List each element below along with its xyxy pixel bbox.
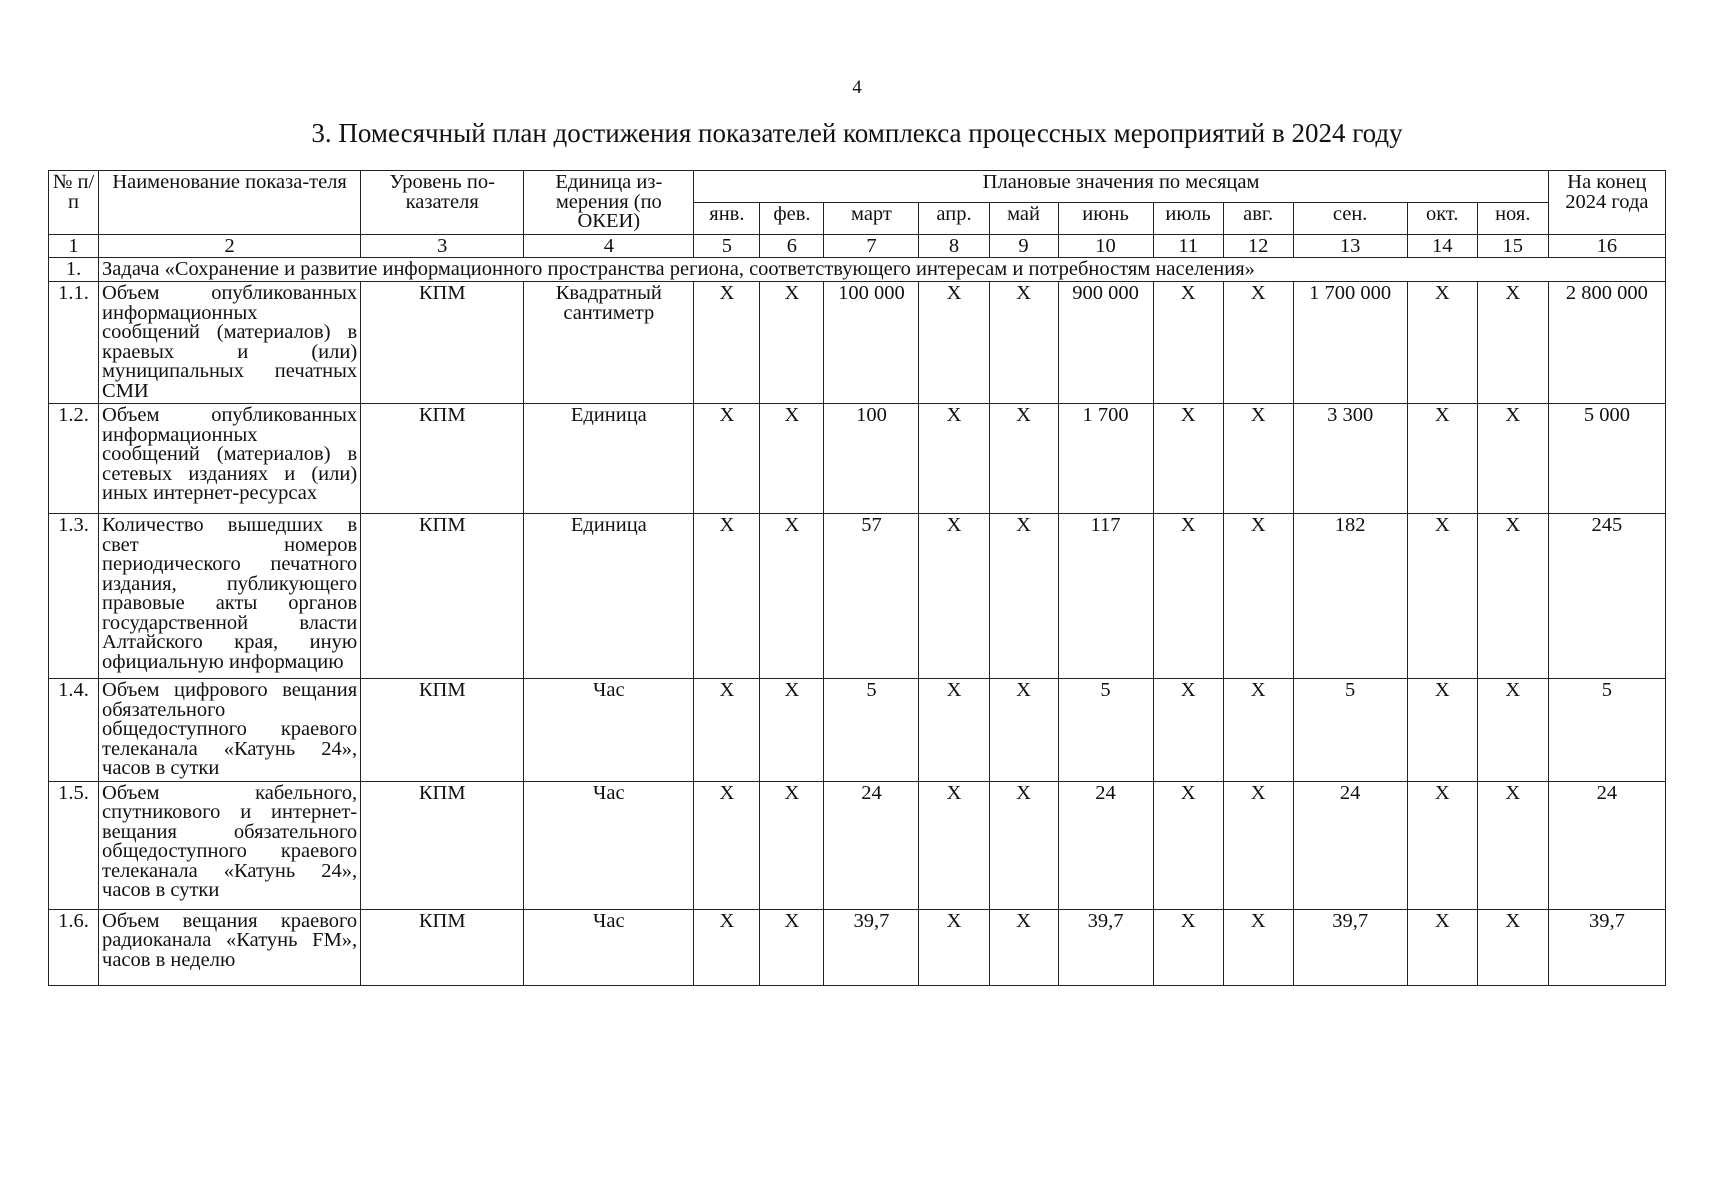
indicator-name: Объем вещания краевого радиоканала «Катунь FM», часов в неделю — [99, 909, 361, 985]
header-month: июнь — [1058, 202, 1153, 234]
header-plan: Плановые значения по месяцам — [694, 171, 1548, 203]
end-of-year-value: 5 — [1548, 679, 1665, 782]
month-value: 57 — [824, 514, 919, 679]
header-name: Наименование показа-теля — [99, 171, 361, 235]
month-value: Х — [1477, 282, 1548, 404]
indicator-level: КПМ — [361, 679, 524, 782]
indicator-level: КПМ — [361, 404, 524, 514]
header-month: март — [824, 202, 919, 234]
end-of-year-value: 24 — [1548, 781, 1665, 909]
month-value: 39,7 — [1058, 909, 1153, 985]
month-value: Х — [989, 404, 1058, 514]
header-unit: Единица из-мерения (по ОКЕИ) — [524, 171, 694, 235]
month-value: Х — [760, 679, 824, 782]
column-number: 16 — [1548, 234, 1665, 257]
indicator-unit: Единица — [524, 514, 694, 679]
month-value: Х — [1223, 679, 1293, 782]
month-value: 1 700 — [1058, 404, 1153, 514]
header-month: окт. — [1407, 202, 1477, 234]
table-row — [49, 404, 1666, 514]
end-of-year-value: 39,7 — [1548, 909, 1665, 985]
indicator-level: КПМ — [361, 909, 524, 985]
task-row — [49, 257, 1666, 282]
table-row — [49, 781, 1666, 909]
header-month: май — [989, 202, 1058, 234]
month-value: Х — [1153, 679, 1223, 782]
column-number: 10 — [1058, 234, 1153, 257]
month-value: Х — [989, 679, 1058, 782]
month-value: Х — [919, 282, 989, 404]
month-value: Х — [989, 282, 1058, 404]
end-of-year-value: 5 000 — [1548, 404, 1665, 514]
column-number: 12 — [1223, 234, 1293, 257]
month-value: Х — [919, 781, 989, 909]
month-value: Х — [1153, 404, 1223, 514]
month-value: Х — [760, 282, 824, 404]
month-value: Х — [760, 781, 824, 909]
month-value: Х — [1223, 781, 1293, 909]
month-value: Х — [1153, 282, 1223, 404]
month-value: Х — [1407, 679, 1477, 782]
header-month: сен. — [1293, 202, 1407, 234]
month-value: 117 — [1058, 514, 1153, 679]
column-number: 1 — [49, 234, 99, 257]
month-value: Х — [1477, 404, 1548, 514]
monthly-plan-table — [48, 170, 1666, 986]
month-value: Х — [1153, 781, 1223, 909]
header-num: № п/п — [49, 171, 99, 235]
month-value: Х — [1223, 404, 1293, 514]
indicator-unit: Квадратный сантиметр — [524, 282, 694, 404]
row-number: 1.1. — [49, 282, 99, 404]
month-value: Х — [919, 514, 989, 679]
indicator-level: КПМ — [361, 514, 524, 679]
month-value: Х — [694, 909, 760, 985]
header-month: янв. — [694, 202, 760, 234]
indicator-unit: Час — [524, 909, 694, 985]
month-value: 5 — [824, 679, 919, 782]
month-value: Х — [694, 679, 760, 782]
indicator-level: КПМ — [361, 282, 524, 404]
table-row — [49, 282, 1666, 404]
column-number: 5 — [694, 234, 760, 257]
row-number: 1.3. — [49, 514, 99, 679]
month-value: Х — [1223, 282, 1293, 404]
month-value: Х — [989, 781, 1058, 909]
column-number: 4 — [524, 234, 694, 257]
task-text: Задача «Сохранение и развитие информационного пространства региона, соответствующего интересам и потребностям населения» — [99, 257, 1666, 282]
month-value: Х — [1407, 781, 1477, 909]
header-row-1 — [49, 171, 1666, 203]
task-number: 1. — [49, 257, 99, 282]
month-value: Х — [760, 404, 824, 514]
month-value: Х — [760, 909, 824, 985]
month-value: Х — [1477, 679, 1548, 782]
table-row — [49, 514, 1666, 679]
header-month: апр. — [919, 202, 989, 234]
month-value: 1 700 000 — [1293, 282, 1407, 404]
column-number: 2 — [99, 234, 361, 257]
column-number: 6 — [760, 234, 824, 257]
month-value: Х — [919, 404, 989, 514]
end-of-year-value: 2 800 000 — [1548, 282, 1665, 404]
month-value: Х — [1477, 909, 1548, 985]
document-title: 3. Помесячный план достижения показателей комплекса процессных мероприятий в 2024 году — [311, 118, 1403, 148]
header-month: авг. — [1223, 202, 1293, 234]
column-number: 13 — [1293, 234, 1407, 257]
indicator-unit: Час — [524, 781, 694, 909]
month-value: 24 — [1058, 781, 1153, 909]
month-value: 100 000 — [824, 282, 919, 404]
month-value: 900 000 — [1058, 282, 1153, 404]
indicator-name: Объем опубликованных информационных сообщений (материалов) в краевых и (или) муниципальных печатных СМИ — [99, 282, 361, 404]
month-value: Х — [1477, 514, 1548, 679]
month-value: 24 — [1293, 781, 1407, 909]
column-number: 8 — [919, 234, 989, 257]
row-number: 1.6. — [49, 909, 99, 985]
month-value: Х — [694, 282, 760, 404]
column-number: 7 — [824, 234, 919, 257]
month-value: Х — [919, 679, 989, 782]
header-end-of-year: На конец 2024 года — [1548, 171, 1665, 235]
column-number-row — [49, 234, 1666, 257]
column-number: 11 — [1153, 234, 1223, 257]
indicator-name: Объем опубликованных информационных сообщений (материалов) в сетевых изданиях и (или) иных интернет-ресурсах — [99, 404, 361, 514]
month-value: Х — [1407, 282, 1477, 404]
month-value: Х — [1223, 514, 1293, 679]
column-number: 15 — [1477, 234, 1548, 257]
month-value: Х — [694, 781, 760, 909]
row-number: 1.4. — [49, 679, 99, 782]
month-value: 39,7 — [824, 909, 919, 985]
month-value: 5 — [1058, 679, 1153, 782]
header-level: Уровень по-казателя — [361, 171, 524, 235]
row-number: 1.2. — [49, 404, 99, 514]
table-row — [49, 679, 1666, 782]
page-number: 4 — [852, 77, 862, 98]
month-value: Х — [1477, 781, 1548, 909]
end-of-year-value: 245 — [1548, 514, 1665, 679]
header-month: июль — [1153, 202, 1223, 234]
indicator-name: Количество вышедших в свет номеров периодического печатного издания, публикующего правовые акты органов государственной власти Алтайского края, иную официальную информацию — [99, 514, 361, 679]
month-value: Х — [1153, 514, 1223, 679]
header-month: фев. — [760, 202, 824, 234]
indicator-unit: Час — [524, 679, 694, 782]
table-row — [49, 909, 1666, 985]
indicator-unit: Единица — [524, 404, 694, 514]
indicator-name: Объем цифрового вещания обязательного общедоступного краевого телеканала «Катунь 24», часов в сутки — [99, 679, 361, 782]
month-value: Х — [1407, 514, 1477, 679]
header-month: ноя. — [1477, 202, 1548, 234]
month-value: 5 — [1293, 679, 1407, 782]
month-value: 39,7 — [1293, 909, 1407, 985]
month-value: 24 — [824, 781, 919, 909]
column-number: 14 — [1407, 234, 1477, 257]
month-value: Х — [694, 404, 760, 514]
month-value: Х — [1153, 909, 1223, 985]
month-value: Х — [989, 514, 1058, 679]
indicator-name: Объем кабельного, спутникового и интернет-вещания обязательного общедоступного краевого телеканала «Катунь 24», часов в сутки — [99, 781, 361, 909]
month-value: 100 — [824, 404, 919, 514]
column-number: 9 — [989, 234, 1058, 257]
month-value: Х — [694, 514, 760, 679]
month-value: 182 — [1293, 514, 1407, 679]
month-value: Х — [1223, 909, 1293, 985]
month-value: Х — [919, 909, 989, 985]
indicator-level: КПМ — [361, 781, 524, 909]
month-value: Х — [989, 909, 1058, 985]
month-value: 3 300 — [1293, 404, 1407, 514]
month-value: Х — [1407, 404, 1477, 514]
column-number: 3 — [361, 234, 524, 257]
month-value: Х — [1407, 909, 1477, 985]
row-number: 1.5. — [49, 781, 99, 909]
month-value: Х — [760, 514, 824, 679]
